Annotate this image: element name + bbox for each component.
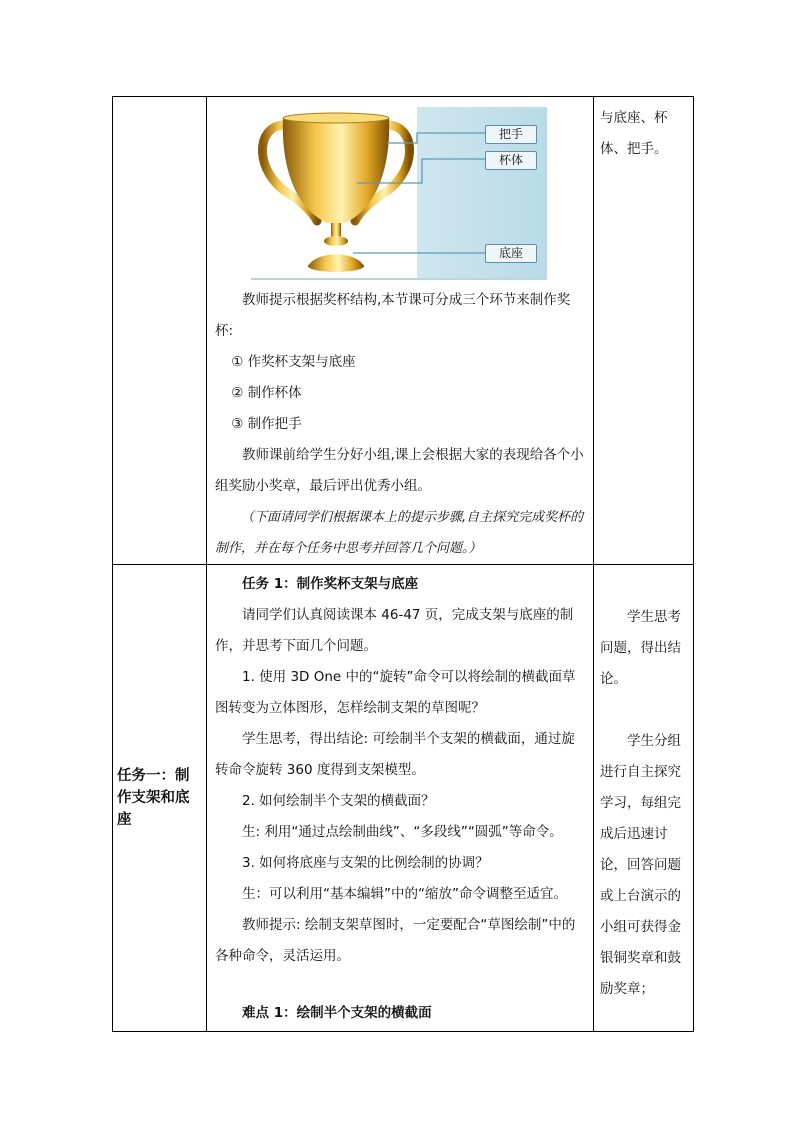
- paragraph: 学生思考，得出结论: 可绘制半个支架的横截面，通过旋转命令旋转 360 度得到支架模型。: [215, 731, 575, 778]
- italic-note: （下面请同学们根据课本上的提示步骤,自主探究完成奖杯的制作，并在每个任务中思考并回答几个问题。）: [215, 510, 584, 556]
- paragraph: 请同学们认真阅读课本 46-47 页，完成支架与底座的制作，并思考下面几个问题。: [215, 607, 574, 654]
- table-row: [113, 97, 694, 565]
- task-heading: 任务 1：制作奖杯支架与底座: [242, 576, 419, 592]
- label-cup-body: 杯体: [485, 151, 537, 170]
- table-row: [113, 565, 694, 1032]
- list-item: ③ 制作把手: [231, 416, 302, 432]
- task-label-cell: [113, 565, 207, 1032]
- student-activity-text: 学生分组进行自主探究学习，每组完成后迅速讨论，回答问题或上台演示的小组可获得金银铜奖章和鼓励奖章；: [600, 733, 681, 997]
- teacher-tip: 教师提示: 绘制支架草图时，一定要配合“草图绘制”中的各种命令，灵活运用。: [215, 917, 576, 964]
- left-cell-empty: [113, 97, 207, 565]
- paragraph: 教师课前给学生分好小组,课上会根据大家的表现给各个小组奖励小奖章，最后评出优秀小组。: [215, 447, 584, 494]
- question-2: 2. 如何绘制半个支架的横截面？: [242, 793, 435, 809]
- student-activity-cell: [594, 565, 694, 1032]
- paragraph: 生：可以利用“基本编辑”中的“缩放”命令调整至适宜。: [242, 886, 567, 902]
- student-activity-text: 学生思考问题，得出结论。: [600, 609, 681, 687]
- student-activity-cell: [594, 97, 694, 565]
- list-item: ① 作奖杯支架与底座: [231, 354, 356, 370]
- question-1: 1. 使用 3D One 中的“旋转”命令可以将绘制的横截面草图转变为立体图形，怎样绘制支架的草图呢？: [215, 669, 576, 716]
- lesson-table: [112, 96, 694, 1032]
- teaching-content-cell: [207, 97, 594, 565]
- label-handle: 把手: [485, 125, 537, 144]
- question-3: 3. 如何将底座与支架的比例绘制的协调？: [242, 855, 489, 871]
- trophy-figure: [247, 103, 547, 281]
- list-item: ② 制作杯体: [231, 385, 302, 401]
- paragraph: 生: 利用“通过点绘制曲线”、“多段线”“圆弧”等命令。: [242, 824, 563, 840]
- task-one-title: 任务一：制作支架和底座: [117, 768, 190, 828]
- paragraph: 教师提示根据奖杯结构,本节课可分成三个环节来制作奖杯:: [215, 292, 571, 339]
- difficulty-heading: 难点 1：绘制半个支架的横截面: [242, 1005, 432, 1021]
- student-activity-text: 与底座、杯体、把手。: [600, 110, 668, 157]
- teaching-content-cell: [207, 565, 594, 1032]
- label-base: 底座: [485, 244, 537, 263]
